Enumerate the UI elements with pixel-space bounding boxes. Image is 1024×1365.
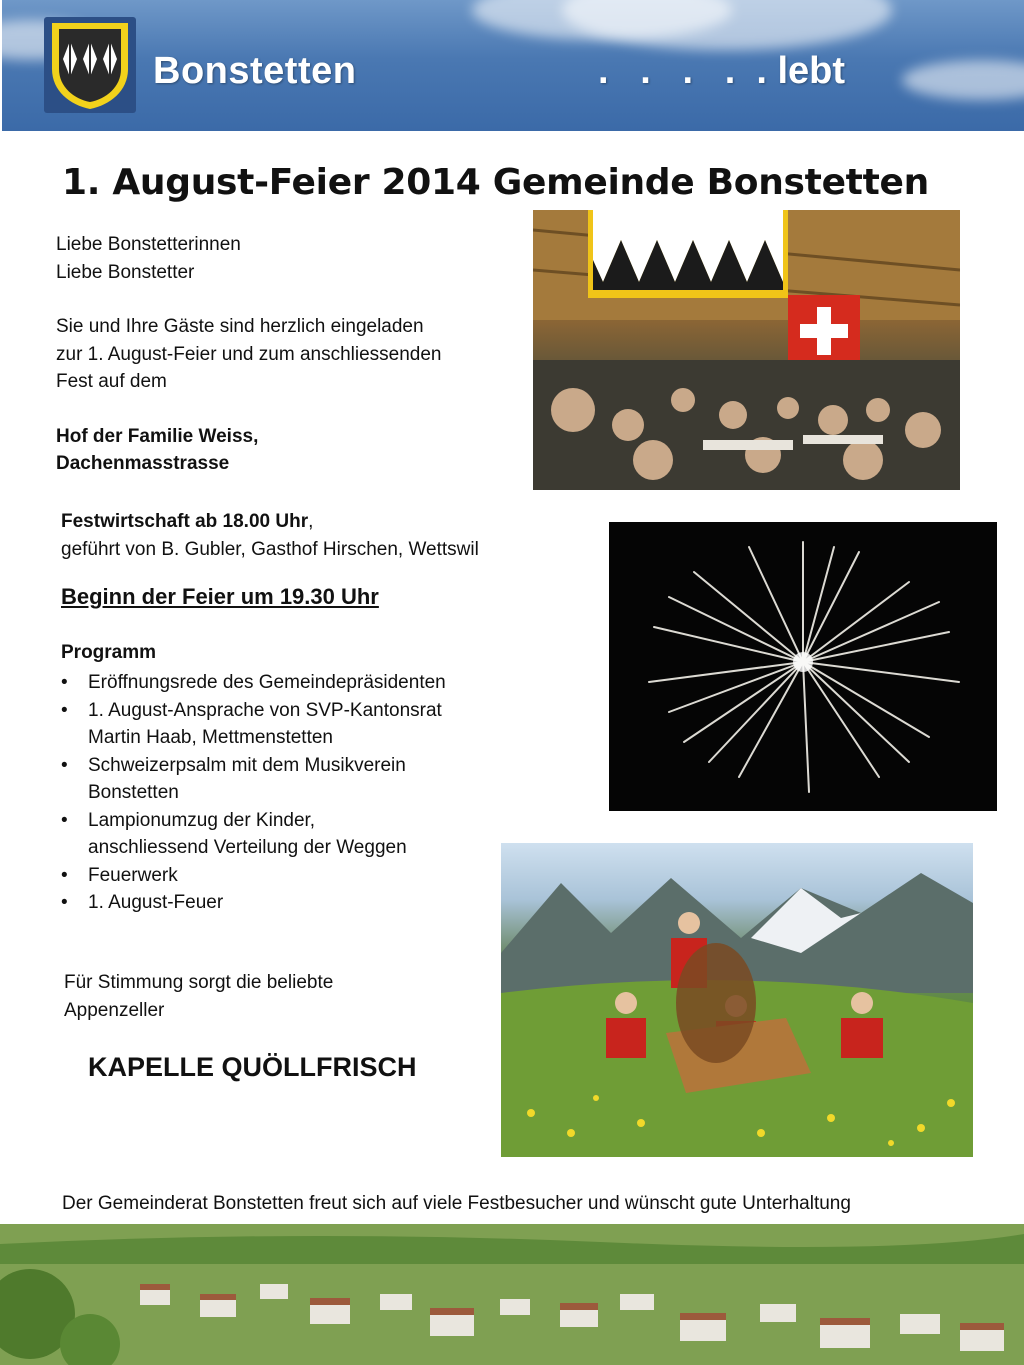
festwirtschaft-text: [61, 508, 581, 563]
list-item: [61, 752, 531, 807]
fireworks-photo: [609, 522, 997, 811]
list-item-text: Bonstetten: [88, 782, 179, 803]
list-item-text: • 1. August-Feuer: [88, 892, 224, 913]
list-item-text: • Lampionumzug der Kinder,: [88, 809, 316, 831]
village-photo: [0, 1224, 1024, 1365]
festwirtschaft-time: Festwirtschaft ab 18.00 Uhr: [61, 511, 309, 532]
intro-text: [56, 231, 526, 478]
location-line: Hof der Familie Weiss,: [56, 425, 259, 447]
program-list: [61, 669, 531, 917]
greeting-line: Liebe Bonstetterinnen: [56, 234, 241, 255]
music-intro: [64, 969, 424, 1024]
list-item-text: • 1. August-Ansprache von SVP-Kantonsrat: [88, 699, 442, 721]
band-photo: [501, 843, 973, 1157]
invitation-line: Fest auf dem: [56, 371, 167, 392]
list-item: [61, 862, 531, 890]
list-item: [61, 669, 531, 697]
band-name: KAPELLE QUÖLLFRISCH: [88, 1052, 417, 1082]
page-title: 1. August-Feier 2014 Gemeinde Bonstetten: [62, 162, 929, 203]
greeting-line: Liebe Bonstetter: [56, 261, 195, 283]
festwirtschaft-comma: ,: [308, 511, 314, 532]
music-intro-line: Für Stimmung sorgt die beliebte: [64, 972, 334, 993]
bonstetten-coat-of-arms-icon: [44, 17, 136, 113]
list-item: [61, 807, 531, 862]
list-item-text: Martin Haab, Mettmenstetten: [88, 727, 333, 748]
list-item: [61, 889, 531, 917]
music-intro-line: Appenzeller: [64, 999, 165, 1021]
closing-text: Der Gemeinderat Bonstetten freut sich auf viele Festbesucher und wünscht gute Unterhaltung: [62, 1193, 851, 1214]
brand-name: Bonstetten: [153, 50, 357, 92]
invitation-line: zur 1. August-Feier und zum anschliessenden: [56, 343, 442, 365]
invitation-line: Sie und Ihre Gäste sind herzlich eingeladen: [56, 316, 424, 337]
start-time-heading: Beginn der Feier um 19.30 Uhr: [61, 584, 379, 609]
slogan: . . . . . lebt: [598, 50, 846, 92]
list-item-text: • Feuerwerk: [88, 864, 178, 886]
program-title: Programm: [61, 642, 157, 663]
list-item-text: • Schweizerpsalm mit dem Musikverein: [88, 754, 406, 776]
location-line: Dachenmasstrasse: [56, 453, 230, 474]
festwirtschaft-host: geführt von B. Gubler, Gasthof Hirschen, Wettswil: [61, 538, 479, 560]
festival-hall-photo: [533, 210, 960, 490]
list-item-text: • Eröffnungsrede des Gemeindepräsidenten: [88, 672, 446, 693]
list-item: [61, 697, 531, 752]
list-item-text: anschliessend Verteilung der Weggen: [88, 837, 407, 858]
